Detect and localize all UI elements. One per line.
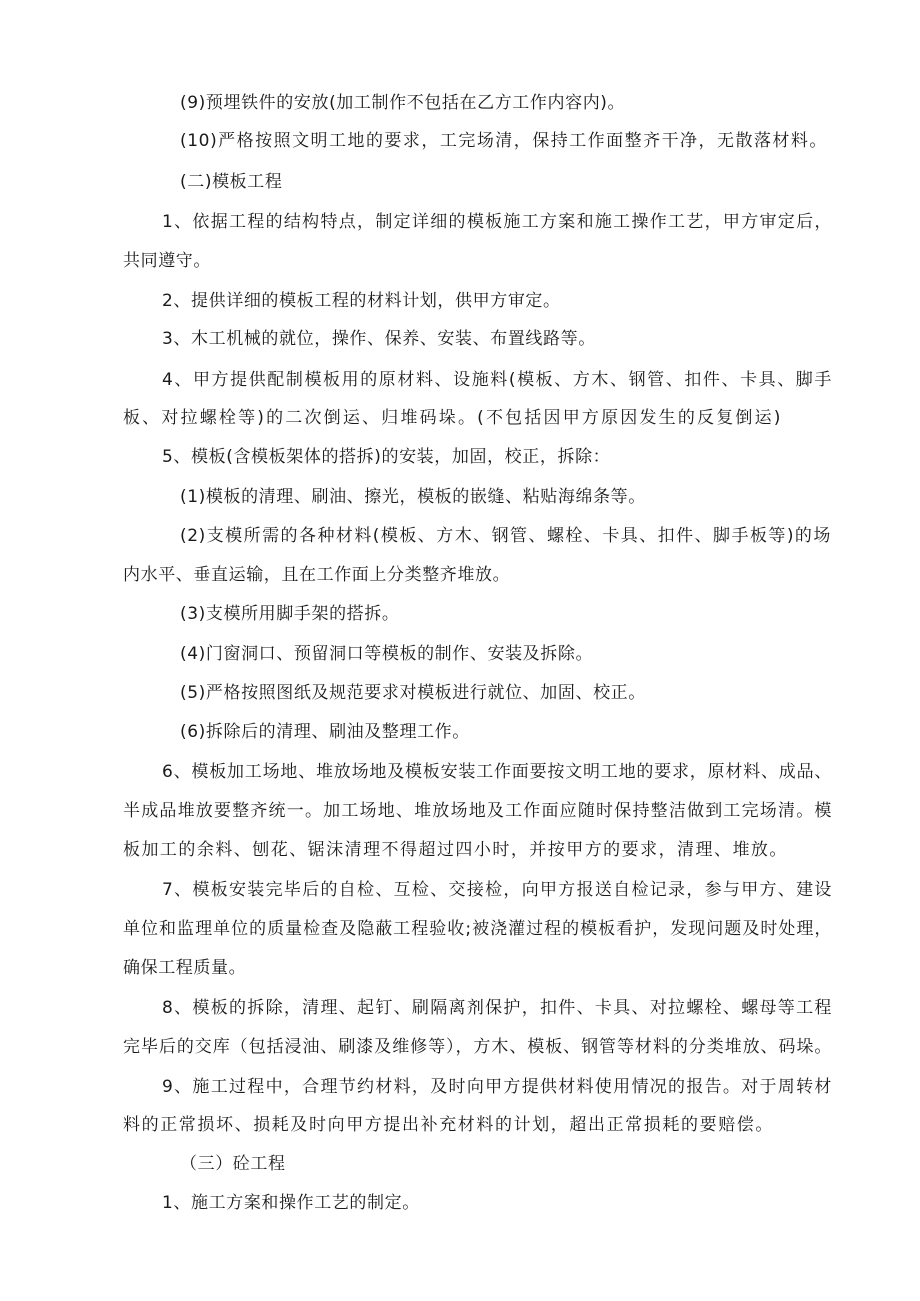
text-line: 板加工的余料、刨花、锯沫清理不得超过四小时，并按甲方的要求，清理、堆放。 [123, 840, 787, 860]
text-line: 9、施工过程中，合理节约材料，及时向甲方提供材料使用情况的报告。对于周转材 [162, 1077, 832, 1097]
text-line: (9)预埋铁件的安放(加工制作不包括在乙方工作内容内)。 [180, 93, 626, 113]
text-line: 单位和监理单位的质量检查及隐蔽工程验收;被浇灌过程的模板看护，发现问题及时处理， [123, 919, 832, 939]
text-line: (4)门窗洞口、预留洞口等模板的制作、安装及拆除。 [180, 644, 594, 664]
section-heading: （三）砼工程 [180, 1154, 286, 1174]
text-line: 2、提供详细的模板工程的材料计划，供甲方审定。 [162, 291, 561, 311]
text-line: (6)拆除后的清理、刷油及整理工作。 [180, 722, 470, 742]
text-line: 8、模板的拆除，清理、起钉、刷隔离剂保护，扣件、卡具、对拉螺栓、螺母等工程 [162, 998, 832, 1018]
section-heading: (二)模板工程 [180, 172, 283, 192]
text-line: 内水平、垂直运输，且在工作面上分类整齐堆放。 [123, 565, 511, 585]
text-line: 3、木工机械的就位，操作、保养、安装、布置线路等。 [162, 329, 596, 349]
text-line: (3)支模所用脚手架的搭拆。 [180, 604, 400, 624]
text-line: 板、对拉螺栓等)的二次倒运、归堆码垛。(不包括因甲方原因发生的反复倒运) [123, 408, 781, 428]
text-line: 7、模板安装完毕后的自检、互检、交接检，向甲方报送自检记录，参与甲方、建设 [162, 880, 832, 900]
text-line: 完毕后的交库（包括浸油、刷漆及维修等），方木、模板、钢管等材料的分类堆放、码垛。 [123, 1037, 832, 1057]
text-line: (1)模板的清理、刷油、擦光，模板的嵌缝、粘贴海绵条等。 [180, 487, 646, 507]
text-line: 共同遵守。 [123, 251, 211, 271]
text-line: 1、施工方案和操作工艺的制定。 [162, 1193, 420, 1213]
text-line: (10)严格按照文明工地的要求，工完场清，保持工作面整齐干净，无散落材料。 [180, 131, 827, 151]
text-line: 料的正常损坏、损耗及时向甲方提出补充材料的计划，超出正常损耗的要赔偿。 [123, 1115, 773, 1135]
text-line: 4、甲方提供配制模板用的原材料、设施料(模板、方木、钢管、扣件、卡具、脚手 [162, 370, 832, 390]
text-line: (2)支模所需的各种材料(模板、方木、钢管、螺栓、卡具、扣件、脚手板等)的场 [180, 526, 831, 546]
text-line: 1、依据工程的结构特点，制定详细的模板施工方案和施工操作工艺，甲方审定后， [162, 212, 832, 232]
text-line: (5)严格按照图纸及规范要求对模板进行就位、加固、校正。 [180, 683, 646, 703]
text-line: 5、模板(含模板架体的搭拆)的安装，加固，校正，拆除： [162, 447, 611, 467]
text-line: 6、模板加工场地、堆放场地及模板安装工作面要按文明工地的要求，原材料、成品、 [162, 762, 832, 782]
text-line: 半成品堆放要整齐统一。加工场地、堆放场地及工作面应随时保持整洁做到工完场清。模 [123, 801, 832, 821]
text-line: 确保工程质量。 [123, 958, 247, 978]
